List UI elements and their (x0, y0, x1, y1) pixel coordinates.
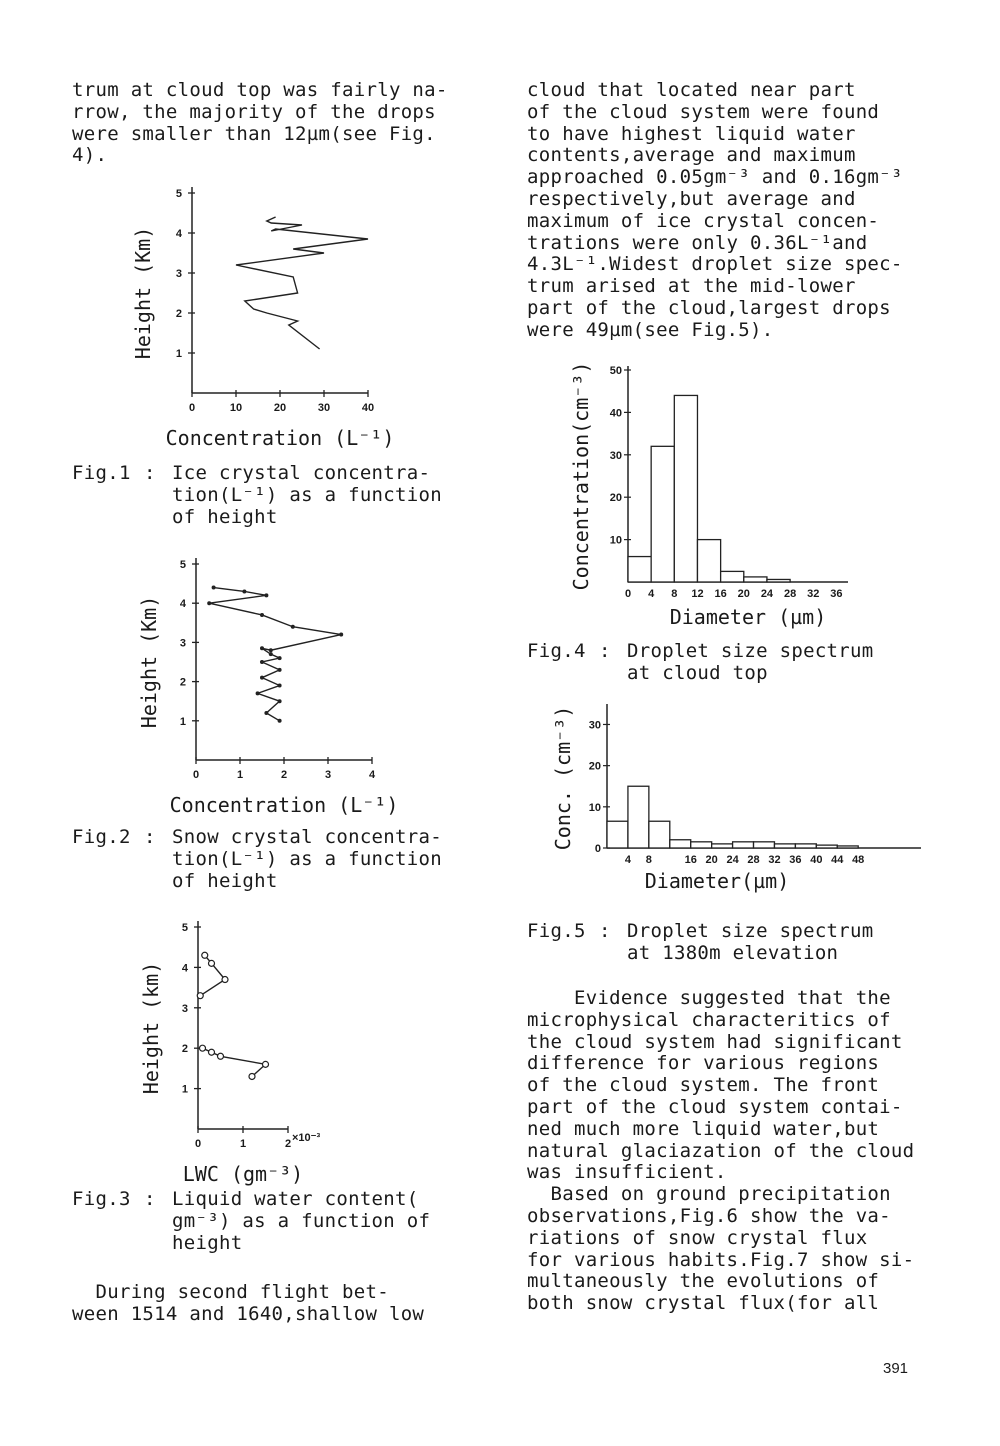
y-tick-label: 20 (609, 492, 622, 505)
y-tick-label: 20 (588, 760, 601, 773)
x-tick-label: 16 (684, 854, 697, 866)
figure-4-label: Fig.4 (527, 640, 586, 662)
x-tick-label: 0 (624, 588, 632, 600)
figure-2-label: Fig.2 (72, 826, 131, 848)
figure-5-label: Fig.5 (527, 920, 586, 942)
y-tick-label: 4 (179, 598, 186, 611)
x-tick-label: 2 (284, 1138, 292, 1150)
x-scale-label: ×10⁻³ (292, 1132, 321, 1144)
y-tick-label: 2 (181, 1043, 188, 1056)
x-axis-label: Concentration (L⁻¹) (169, 793, 399, 817)
x-tick-label: 20 (273, 402, 287, 414)
x-tick-label: 30 (317, 402, 331, 414)
histogram-bar (767, 579, 790, 582)
x-tick-label: 2 (280, 769, 288, 781)
figure-4-chart (570, 352, 870, 642)
data-point (278, 719, 282, 723)
x-tick-label: 0 (192, 769, 200, 781)
y-tick-label: 50 (609, 365, 622, 377)
histogram-bar (670, 840, 691, 848)
x-tick-label: 1 (236, 769, 244, 781)
data-point (269, 648, 273, 652)
x-tick-label: 44 (831, 854, 844, 866)
data-point (339, 633, 343, 637)
histogram-bar (651, 446, 674, 582)
figure-1-label: Fig.1 (72, 462, 131, 484)
caption-separator: : (144, 462, 156, 484)
y-tick-label: 4 (175, 228, 182, 240)
x-tick-label: 48 (852, 854, 865, 866)
data-point (269, 652, 273, 656)
right-evidence-paragraph: Evidence suggested that the microphysical characteritics of the cloud system had significant difference for various regions of the cloud system. The front part of the cloud system contai- ned much more liquid water,but natural glaciazation of the cloud was insufficient. Based on ground precipitation observations,Fig.6 show the va- riations of snow crystal flux for various habits.Fig.7 show si- multaneously the evolutions of both snow crystal flux(for all (527, 987, 915, 1315)
figure-4-caption-text: Droplet size spectrum at cloud top (627, 640, 874, 684)
x-tick-label: 28 (783, 588, 797, 600)
y-tick-label: 5 (181, 922, 188, 934)
data-point (197, 993, 203, 999)
data-point (249, 1073, 255, 1079)
left-closing-paragraph: During second flight bet- ween 1514 and 1640,shallow low (72, 1281, 425, 1325)
y-tick-label: 5 (175, 188, 182, 200)
figure-2-caption-text: Snow crystal concentra- tion(L⁻¹) as a function of height (172, 826, 442, 892)
y-axis-label: Concentration(cm⁻³) (569, 361, 593, 591)
histogram-bar (628, 786, 649, 848)
data-point (212, 586, 216, 590)
x-tick-label: 24 (760, 588, 774, 600)
y-tick-label: 1 (181, 1083, 188, 1096)
data-point (278, 699, 282, 703)
data-point (207, 601, 211, 605)
x-tick-label: 40 (361, 402, 375, 414)
x-axis-label: Diameter(µm) (644, 869, 790, 893)
histogram-bar (674, 395, 697, 582)
histogram-bar (721, 571, 744, 582)
x-tick-label: 12 (691, 588, 704, 600)
histogram-bar (754, 842, 775, 848)
x-tick-label: 10 (229, 402, 243, 414)
figure-1-chart (130, 175, 410, 450)
x-tick-label: 20 (705, 854, 718, 866)
x-tick-label: 8 (645, 854, 652, 866)
y-tick-label: 2 (175, 308, 182, 320)
y-tick-label: 1 (179, 715, 186, 728)
y-axis-label: Height (Km) (131, 226, 155, 360)
y-tick-label: 3 (181, 1002, 188, 1015)
histogram-bar (744, 577, 767, 582)
x-tick-label: 1 (239, 1138, 247, 1150)
y-tick-label: 1 (175, 348, 182, 360)
histogram-bar (712, 844, 733, 848)
page-number: 391 (883, 1360, 909, 1377)
x-axis-label: LWC (gm⁻³) (182, 1162, 304, 1186)
left-intro-paragraph: trum at cloud top was fairly na- rrow, the majority of the drops were smaller than 12µm(see Fig. 4). (72, 79, 448, 167)
x-tick-label: 32 (768, 854, 781, 866)
histogram-bar (649, 821, 670, 848)
y-tick-label: 5 (179, 559, 186, 571)
histogram-bar (607, 821, 628, 848)
x-tick-label: 0 (188, 402, 196, 414)
x-tick-label: 4 (368, 769, 376, 781)
x-tick-label: 0 (194, 1138, 202, 1150)
figure-1-caption-text: Ice crystal concentra- tion(L⁻¹) as a function of height (172, 462, 442, 528)
data-point (209, 1049, 215, 1055)
data-point (242, 589, 246, 593)
y-tick-label: 2 (179, 676, 186, 689)
y-axis-label: Conc. (cm⁻³) (551, 705, 575, 851)
data-point (260, 613, 264, 617)
x-tick-label: 4 (624, 854, 631, 866)
x-tick-label: 40 (810, 854, 823, 866)
histogram-bar (816, 845, 837, 848)
y-tick-label: 3 (179, 637, 186, 650)
data-point (278, 684, 282, 688)
data-point (256, 691, 260, 695)
y-axis-label: Height (km) (139, 961, 163, 1095)
y-tick-label: 0 (594, 843, 601, 855)
x-axis-label: Concentration (L⁻¹) (165, 426, 395, 450)
y-tick-label: 30 (588, 719, 601, 732)
data-point (202, 952, 208, 958)
data-point (264, 593, 268, 597)
x-tick-label: 24 (726, 854, 739, 866)
caption-separator: : (599, 920, 611, 942)
histogram-bar (774, 844, 795, 848)
x-tick-label: 36 (830, 588, 843, 600)
data-point (278, 668, 282, 672)
data-point (260, 676, 264, 680)
x-axis-label: Diameter (µm) (669, 605, 827, 629)
figure-3-caption-text: Liquid water content( gm⁻³) as a function of height (172, 1188, 431, 1254)
figure-3-chart (130, 915, 370, 1185)
figure-3-caption (72, 1188, 431, 1276)
data-line (209, 588, 341, 721)
x-tick-label: 16 (714, 588, 727, 600)
right-intro-paragraph: cloud that located near part of the cloud system were found to have highest liquid water contents,average and maximum approached 0.05gm⁻³ and 0.16gm⁻³ respectively,but average and maximum of ice crystal concen- trations were only 0.36L⁻¹and 4.3L⁻¹.Widest droplet size spec- trum arised at the mid-lower part of the cloud,largest drops were 49µm(see Fig.5). (527, 79, 903, 341)
y-tick-label: 40 (609, 407, 622, 420)
y-axis-label: Height (Km) (137, 595, 161, 729)
caption-separator: : (144, 826, 156, 848)
y-tick-label: 4 (181, 962, 188, 975)
caption-separator: : (599, 640, 611, 662)
x-tick-label: 32 (807, 588, 820, 600)
data-point (218, 1053, 224, 1059)
y-tick-label: 30 (609, 449, 622, 462)
histogram-bar (697, 540, 720, 582)
data-point (291, 625, 295, 629)
x-tick-label: 28 (747, 854, 760, 866)
figure-2-caption (72, 826, 442, 914)
x-tick-label: 8 (671, 588, 678, 600)
figure-1-caption (72, 462, 442, 550)
x-tick-label: 3 (324, 769, 332, 781)
data-point (278, 656, 282, 660)
y-tick-label: 3 (175, 268, 182, 280)
x-tick-label: 4 (648, 588, 655, 600)
histogram-bar (733, 842, 754, 848)
data-line (236, 217, 368, 349)
figure-5-caption-text: Droplet size spectrum at 1380m elevation (627, 920, 874, 964)
x-tick-label: 20 (737, 588, 750, 600)
caption-separator: : (144, 1188, 156, 1210)
histogram-bar (628, 557, 651, 582)
x-tick-label: 36 (789, 854, 802, 866)
histogram-bar (837, 846, 858, 848)
data-point (200, 1045, 206, 1051)
data-point (263, 1061, 269, 1067)
y-tick-label: 10 (588, 801, 601, 814)
figure-5-chart (550, 690, 930, 900)
histogram-bar (691, 842, 712, 848)
histogram-bar (795, 844, 816, 848)
data-point (222, 977, 228, 983)
figure-2-chart (130, 548, 410, 828)
data-point (264, 711, 268, 715)
data-point (260, 660, 264, 664)
figure-3-label: Fig.3 (72, 1188, 131, 1210)
y-tick-label: 10 (609, 534, 622, 547)
data-point (260, 646, 264, 650)
data-point (209, 960, 215, 966)
